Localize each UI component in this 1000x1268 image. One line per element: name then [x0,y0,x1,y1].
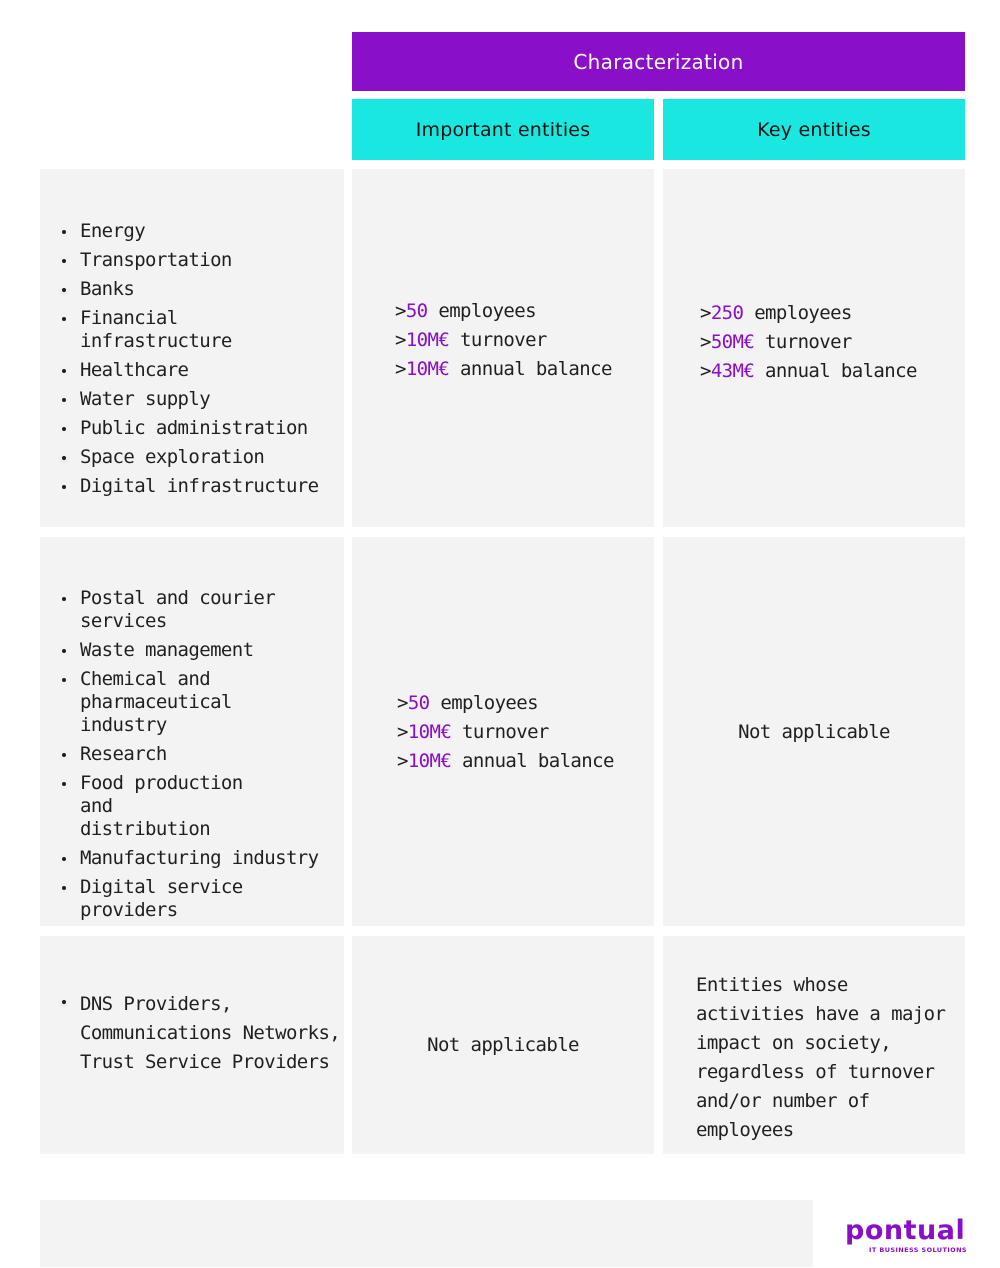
list-item: Digital infrastructure [40,475,330,498]
list-item: Manufacturing industry [40,847,330,870]
row3-important-cell [352,936,654,1154]
list-item: Transportation [40,249,330,272]
list-item: Space exploration [40,446,330,469]
key-entities-header [663,99,965,160]
list-item: Water supply [40,388,330,411]
important-entities-header [352,99,654,160]
not-applicable-text: Not applicable [738,720,890,743]
employees-criterion: >250 employees [700,302,852,324]
balance-criterion: >10M€ annual balance [397,750,614,772]
employees-criterion: >50 employees [395,300,536,322]
balance-criterion: >10M€ annual balance [395,358,612,380]
list-item: Research [40,743,330,766]
key-entities-label: Key entities [757,118,871,141]
important-entities-label: Important entities [415,118,591,141]
logo-tagline: IT BUSINESS SOLUTIONS [869,1246,967,1254]
row1-key-criteria [700,299,917,386]
turnover-criterion: >10M€ turnover [397,721,549,743]
list-item: Food production and distribution [40,772,250,841]
key-entities-description: Entities whose activities have a major impact on society, regardless of turnover and/or number of employees [696,974,946,1141]
list-item: Chemical and pharmaceutical industry [40,668,250,737]
list-item: Digital service providers [40,876,330,922]
list-item: Public administration [40,417,330,440]
logo-wordmark: pontual [845,1215,966,1246]
turnover-criterion: >50M€ turnover [700,331,852,353]
list-item: Financial infrastructure [40,307,330,353]
balance-criterion: >43M€ annual balance [700,360,917,382]
list-item: Banks [40,278,330,301]
characterization-header [352,32,965,91]
list-item: DNS Providers, Communications Networks, Trust Service Providers [40,990,350,1077]
row1-important-criteria [395,297,612,384]
row2-important-criteria [397,689,614,776]
row1-sector-list [40,220,330,504]
turnover-criterion: >10M€ turnover [395,329,547,351]
row2-key-cell [663,537,965,926]
footer-bar [40,1200,813,1267]
pontual-logo [845,1216,967,1254]
row3-sector-list [40,990,341,1083]
row2-sector-list [40,587,330,928]
list-item: Waste management [40,639,330,662]
characterization-title: Characterization [573,49,744,74]
list-item: Energy [40,220,330,243]
list-item: Healthcare [40,359,330,382]
not-applicable-text: Not applicable [427,1034,579,1056]
employees-criterion: >50 employees [397,692,538,714]
list-item: Postal and courier services [40,587,330,633]
